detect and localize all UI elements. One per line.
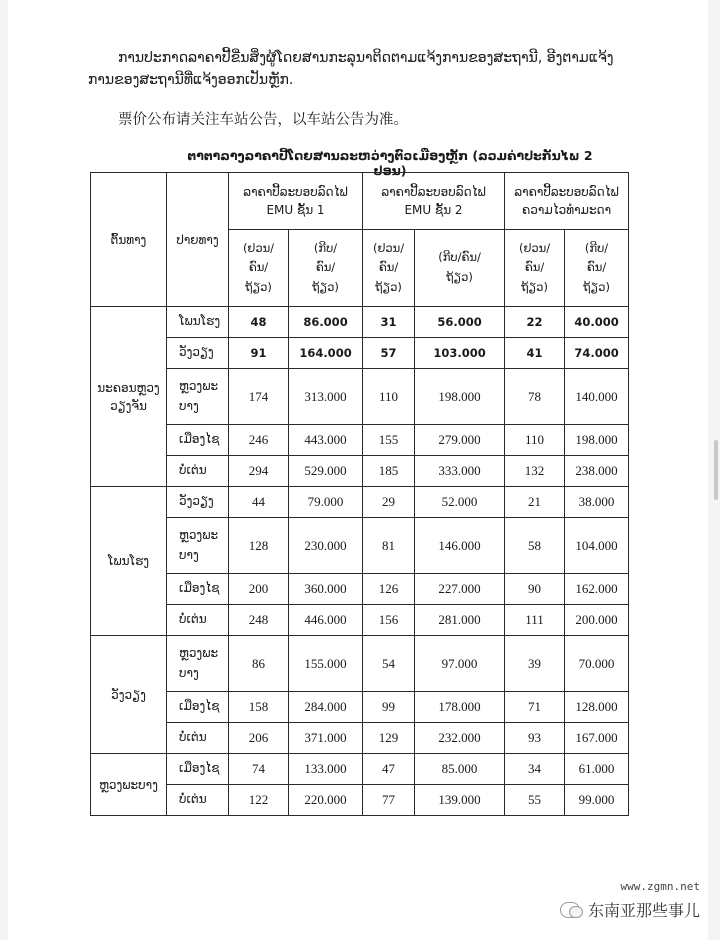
fare-kip-cell: 178.000 (415, 692, 505, 723)
intro-paragraph (88, 48, 678, 132)
destination-cell (167, 785, 229, 816)
destination-label: ບໍ່ເຕ່ນ (179, 612, 207, 627)
fare-kip-cell: 85.000 (415, 754, 505, 785)
fare-kip-cell: 281.000 (415, 605, 505, 636)
site-watermark: www.zgmn.net (620, 880, 700, 893)
fare-kip-cell: 279.000 (415, 425, 505, 456)
fare-yuan-cell: 78 (505, 369, 565, 425)
destination-label: ເມືອງໄຊ (179, 761, 220, 776)
fare-kip-cell: 139.000 (415, 785, 505, 816)
fare-yuan-cell: 22 (505, 307, 565, 338)
kip-unit-header (415, 230, 505, 307)
origin-label: ວັງວຽງ (111, 687, 146, 702)
emu-first-class-header (229, 173, 363, 230)
fare-kip-cell: 227.000 (415, 574, 505, 605)
unit-line: ຄົນ/ (315, 260, 336, 275)
destination-cell (167, 456, 229, 487)
destination-cell (167, 425, 229, 456)
fare-kip-cell: 232.000 (415, 723, 505, 754)
table-row (91, 785, 629, 816)
fare-yuan-cell: 21 (505, 487, 565, 518)
yuan-unit-header (363, 230, 415, 307)
group-sublabel: EMU ຊັ້ນ 2 (404, 203, 463, 217)
fare-yuan-cell: 111 (505, 605, 565, 636)
destination-cell (167, 369, 229, 425)
destination-cell (167, 692, 229, 723)
fare-yuan-cell: 246 (229, 425, 289, 456)
fare-yuan-cell: 248 (229, 605, 289, 636)
origin-label: ວຽງຈັນ (110, 398, 147, 413)
group-sublabel: ຄວາມໄວທຳມະດາ (522, 203, 612, 217)
fare-yuan-cell: 156 (363, 605, 415, 636)
destination-label: ວັງວຽງ (179, 345, 214, 360)
fare-kip-cell: 52.000 (415, 487, 505, 518)
destination-label: ຫຼວງພະ (179, 528, 219, 543)
unit-line: ຖ້ຽວ) (245, 279, 272, 294)
fare-kip-cell: 99.000 (565, 785, 629, 816)
fare-yuan-cell: 294 (229, 456, 289, 487)
fare-yuan-cell: 128 (229, 518, 289, 574)
fare-kip-cell: 371.000 (289, 723, 363, 754)
fare-yuan-cell: 200 (229, 574, 289, 605)
origin-label: ນະຄອນຫຼວງ (97, 380, 160, 395)
regular-speed-header (505, 173, 629, 230)
destination-cell (167, 723, 229, 754)
fare-yuan-cell: 185 (363, 456, 415, 487)
fare-yuan-cell: 91 (229, 338, 289, 369)
fare-yuan-cell: 57 (363, 338, 415, 369)
fare-kip-cell: 200.000 (565, 605, 629, 636)
fare-yuan-cell: 122 (229, 785, 289, 816)
fare-yuan-cell: 99 (363, 692, 415, 723)
unit-line: (ຢວນ/ (518, 240, 551, 255)
destination-label: ບໍ່ເຕ່ນ (179, 792, 207, 807)
fare-yuan-cell: 39 (505, 636, 565, 692)
destination-cell (167, 574, 229, 605)
unit-line: (ຢວນ/ (372, 240, 405, 255)
fare-kip-cell: 167.000 (565, 723, 629, 754)
unit-line: ຄົນ/ (524, 260, 545, 275)
fare-yuan-cell: 47 (363, 754, 415, 785)
fare-kip-cell: 238.000 (565, 456, 629, 487)
fare-kip-cell: 230.000 (289, 518, 363, 574)
destination-label: ບໍ່ເຕ່ນ (179, 463, 207, 478)
unit-line: ຖ້ຽວ) (521, 279, 548, 294)
table-row (91, 692, 629, 723)
fare-yuan-cell: 158 (229, 692, 289, 723)
fare-yuan-cell: 132 (505, 456, 565, 487)
fare-kip-cell: 529.000 (289, 456, 363, 487)
table-row (91, 754, 629, 785)
origin-cell (91, 487, 167, 636)
fare-kip-cell: 97.000 (415, 636, 505, 692)
origin-cell (91, 636, 167, 754)
fare-kip-cell: 155.000 (289, 636, 363, 692)
unit-line: ຄົນ/ (586, 260, 607, 275)
unit-line: ຖ້ຽວ) (583, 279, 610, 294)
fare-kip-cell: 333.000 (415, 456, 505, 487)
wechat-icon (560, 902, 580, 918)
kip-unit-header (565, 230, 629, 307)
table-row (91, 723, 629, 754)
fare-kip-cell: 79.000 (289, 487, 363, 518)
group-sublabel: EMU ຊັ້ນ 1 (266, 203, 325, 217)
fare-kip-cell: 446.000 (289, 605, 363, 636)
fare-table-body (91, 307, 629, 816)
destination-cell (167, 338, 229, 369)
origin-cell (91, 307, 167, 487)
fare-yuan-cell: 77 (363, 785, 415, 816)
fare-kip-cell: 313.000 (289, 369, 363, 425)
table-row (91, 425, 629, 456)
unit-line: ຄົນ/ (248, 260, 269, 275)
table-row (91, 574, 629, 605)
kip-unit-header (289, 230, 363, 307)
fare-kip-cell: 198.000 (565, 425, 629, 456)
fare-yuan-cell: 93 (505, 723, 565, 754)
origin-cell (91, 754, 167, 816)
fare-kip-cell: 86.000 (289, 307, 363, 338)
fare-kip-cell: 74.000 (565, 338, 629, 369)
group-label: ລາຄາປີ້ລະບອບລົດໄຟ (381, 185, 486, 199)
intro-chinese-note: 票价公布请关注车站公告，以车站公告为准。 (118, 112, 408, 129)
destination-label: ບາງ (179, 547, 199, 562)
fare-yuan-cell: 174 (229, 369, 289, 425)
unit-line: (ກີບ/ (584, 240, 609, 255)
fare-yuan-cell: 86 (229, 636, 289, 692)
unit-line: (ກີບ/ (313, 240, 338, 255)
destination-header: ປາຍທາງ (167, 173, 229, 307)
destination-label: ເມືອງໄຊ (179, 699, 220, 714)
fare-yuan-cell: 155 (363, 425, 415, 456)
fare-yuan-cell: 54 (363, 636, 415, 692)
table-row (91, 369, 629, 425)
origin-header: ຕົ້ນທາງ (91, 173, 167, 307)
table-row (91, 487, 629, 518)
fare-kip-cell: 56.000 (415, 307, 505, 338)
destination-label: ຫຼວງພະ (179, 646, 219, 661)
table-row (91, 636, 629, 692)
source-account: 东南亚那些事儿 (587, 901, 700, 920)
fare-yuan-cell: 48 (229, 307, 289, 338)
fare-yuan-cell: 41 (505, 338, 565, 369)
fare-kip-cell: 164.000 (289, 338, 363, 369)
fare-yuan-cell: 129 (363, 723, 415, 754)
emu-second-class-header (363, 173, 505, 230)
unit-line: ຄົນ/ (378, 260, 399, 275)
unit-line: ຖ້ຽວ) (446, 270, 473, 284)
origin-label: ໂພນໂຮງ (107, 554, 150, 568)
intro-line-2: ການຂອງສະຖານີທີ່ແຈ້ງອອກເປັນຫຼັກ. (88, 71, 294, 88)
fare-yuan-cell: 58 (505, 518, 565, 574)
fare-yuan-cell: 126 (363, 574, 415, 605)
fare-yuan-cell: 55 (505, 785, 565, 816)
destination-label: ບໍ່ເຕ່ນ (179, 730, 207, 745)
fare-yuan-cell: 81 (363, 518, 415, 574)
fare-kip-cell: 38.000 (565, 487, 629, 518)
unit-line: ຖ້ຽວ) (312, 279, 339, 294)
fare-kip-cell: 128.000 (565, 692, 629, 723)
destination-cell (167, 487, 229, 518)
fare-kip-cell: 284.000 (289, 692, 363, 723)
intro-line-1: ການປະກາດລາຄາປີ້ຂີ່ນສິ່ງຜູ້ໂດຍສານກະລຸນາຕິດຕາມແຈ້ງການຂອງສະຖານີ, ອີງຕາມແຈ້ງ (118, 50, 614, 66)
destination-label: ເມືອງໄຊ (179, 581, 220, 596)
destination-cell (167, 754, 229, 785)
unit-line: ຖ້ຽວ) (375, 279, 402, 294)
yuan-unit-header (229, 230, 289, 307)
destination-label: ບາງ (179, 398, 199, 413)
table-caption: ຕາຕາລາງລາຄາປີ້ໂດຍສານລະຫວ່າງຕົວເມືອງຫຼັກ (ລວມຄ່າປະກັນໄພ 2 ປອນ) (187, 148, 593, 178)
fare-yuan-cell: 110 (505, 425, 565, 456)
source-footer (560, 898, 700, 921)
yuan-unit-header (505, 230, 565, 307)
group-label: ລາຄາປີ້ລະບອບລົດໄຟ (243, 185, 348, 199)
fare-kip-cell: 70.000 (565, 636, 629, 692)
destination-cell (167, 518, 229, 574)
fare-kip-cell: 140.000 (565, 369, 629, 425)
destination-cell (167, 636, 229, 692)
table-row (91, 456, 629, 487)
table-row (91, 307, 629, 338)
fare-yuan-cell: 74 (229, 754, 289, 785)
destination-cell (167, 605, 229, 636)
fare-kip-cell: 133.000 (289, 754, 363, 785)
fare-yuan-cell: 34 (505, 754, 565, 785)
fare-kip-cell: 103.000 (415, 338, 505, 369)
origin-label: ຫຼວງພະບາງ (99, 777, 158, 792)
fare-yuan-cell: 44 (229, 487, 289, 518)
table-row (91, 338, 629, 369)
fare-kip-cell: 220.000 (289, 785, 363, 816)
fare-yuan-cell: 71 (505, 692, 565, 723)
destination-label: ວັງວຽງ (179, 494, 214, 509)
fare-kip-cell: 146.000 (415, 518, 505, 574)
fare-yuan-cell: 206 (229, 723, 289, 754)
fare-yuan-cell: 110 (363, 369, 415, 425)
fare-kip-cell: 198.000 (415, 369, 505, 425)
destination-label: ຫຼວງພະ (179, 379, 219, 394)
destination-label: ໂພນໂຮງ (179, 314, 221, 329)
fare-kip-cell: 443.000 (289, 425, 363, 456)
scrollbar[interactable] (714, 440, 718, 500)
unit-line: (ກີບ/ຄົນ/ (438, 250, 481, 265)
table-row (91, 605, 629, 636)
fare-kip-cell: 61.000 (565, 754, 629, 785)
fare-table (90, 172, 629, 816)
unit-line: (ຢວນ/ (242, 240, 275, 255)
destination-cell (167, 307, 229, 338)
fare-yuan-cell: 31 (363, 307, 415, 338)
fare-yuan-cell: 90 (505, 574, 565, 605)
destination-label: ບາງ (179, 665, 199, 680)
fare-kip-cell: 40.000 (565, 307, 629, 338)
fare-kip-cell: 162.000 (565, 574, 629, 605)
fare-kip-cell: 104.000 (565, 518, 629, 574)
table-row (91, 518, 629, 574)
fare-kip-cell: 360.000 (289, 574, 363, 605)
group-label: ລາຄາປີ້ລະບອບລົດໄຟ (514, 185, 619, 199)
destination-label: ເມືອງໄຊ (179, 432, 220, 447)
fare-yuan-cell: 29 (363, 487, 415, 518)
